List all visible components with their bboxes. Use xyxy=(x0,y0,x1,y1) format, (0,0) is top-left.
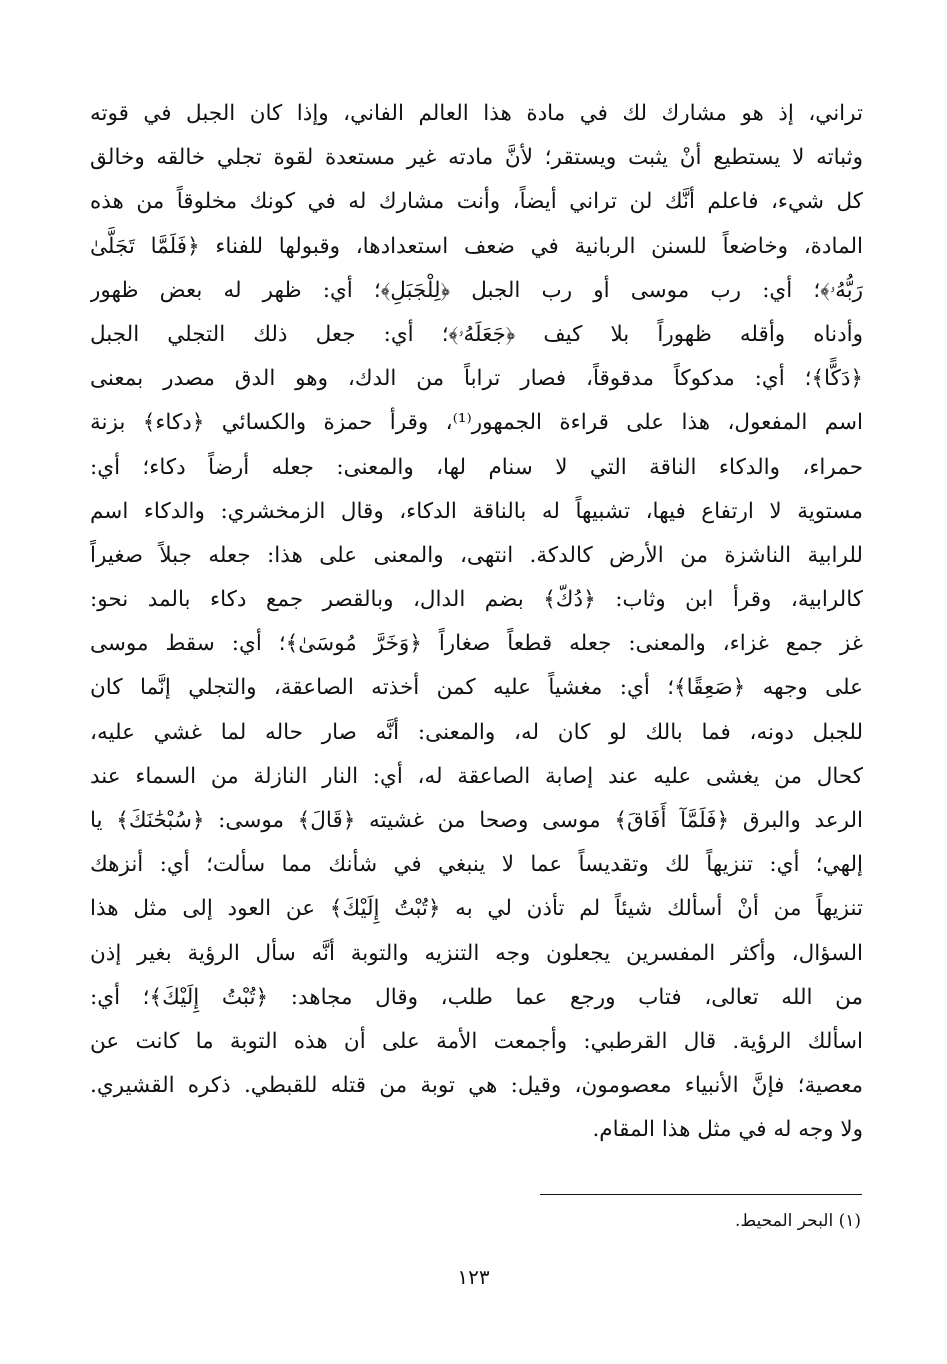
text-line: الرعد والبرق ﴿فَلَمَّآ أَفَاقَ﴾ موسى وصحا من غشيته ﴿قَالَ﴾ موسى: ﴿سُبْحَٰنَكَ﴾ يا xyxy=(90,808,863,833)
text-line: حمراء، والدكاء الناقة التي لا سنام لها، والمعنى: جعله أرضاً دكاء؛ أي: xyxy=(90,454,863,480)
text-line: اسم المفعول، هذا على قراءة الجمهور⁽¹⁾، وقرأ حمزة والكسائي ﴿دكاء﴾ بزنة xyxy=(90,410,863,436)
text-line: المادة، وخاضعاً للسنن الربانية في ضعف استعدادها، وقبولها للفناء ﴿فَلَمَّا تَجَلَّىٰ xyxy=(90,233,863,259)
text-line: وأدناه وأقله ظهوراً بلا كيف ﴿جَعَلَهُۥ﴾؛ أي: جعل ذلك التجلي الجبل xyxy=(90,321,863,347)
text-line: على وجهه ﴿صَعِقًا﴾؛ أي: مغشياً عليه كمن أخذته الصاعقة، والتجلي إنَّما كان xyxy=(90,675,863,701)
text-line: كالرابية، وقرأ ابن وثاب: ﴿دُكّ﴾ بضم الدال، وبالقصر جمع دكاء بالمد نحو: xyxy=(90,587,863,613)
text-line: معصية؛ فإنَّ الأنبياء معصومون، وقيل: هي توبة من قتله للقبطي. ذكره القشيري. xyxy=(90,1073,863,1099)
text-line: للرابية الناشزة من الأرض كالدكة. انتهى، والمعنى على هذا: جعله جبلاً صغيراً xyxy=(90,542,863,568)
body-text xyxy=(90,92,863,1153)
text-line: رَبُّهُۥ﴾؛ أي: رب موسى أو رب الجبل ﴿لِلْجَبَلِ﴾؛ أي: ظهر له بعض ظهور xyxy=(90,277,863,303)
text-line: مستوية لا ارتفاع فيها، تشبيهاً له بالناقة الدكاء، وقال الزمخشري: والدكاء اسم xyxy=(90,498,863,524)
page-number: ١٢٣ xyxy=(457,1265,490,1289)
text-line: اسألك الرؤية. قال القرطبي: وأجمعت الأمة على أن هذه التوبة ما كانت عن xyxy=(90,1028,863,1054)
text-line: تراني، إذ هو مشارك لك في مادة هذا العالم الفاني، وإذا كان الجبل في قوته xyxy=(90,101,863,126)
text-line: من الله تعالى، فتاب ورجع عما طلب، وقال مجاهد: ﴿تُبْتُ إِلَيْكَ﴾؛ أي: xyxy=(90,984,863,1010)
text-line: للجبل دونه، فما بالك لو كان له، والمعنى: أنَّه صار حاله لما غشي عليه، xyxy=(90,719,863,745)
text-line: تنزيهاً من أنْ أسألك شيئاً لم تأذن لي به ﴿تُبْتُ إِلَيْكَ﴾ عن العود إلى مثل هذا xyxy=(90,896,863,922)
text-line: وثباته لا يستطيع أنْ يثبت ويستقر؛ لأنَّ مادته غير مستعدة لقوة تجلي خالقه وخالق xyxy=(90,145,863,171)
footnote-divider xyxy=(540,1194,862,1195)
text-line: كل شيء، فاعلم أنَّك لن تراني أيضاً، وأنت مشارك له في كونك مخلوقاً من هذه xyxy=(90,189,863,215)
footnote: (١) البحر المحيط. xyxy=(735,1211,861,1231)
text-line: إلهي؛ أي: تنزيهاً لك وتقديساً عما لا ينبغي في شأنك مما سألت؛ أي: أنزهك xyxy=(90,852,863,878)
text-line: غز جمع غزاء، والمعنى: جعله قطعاً صغاراً ﴿وَخَرَّ مُوسَىٰ﴾؛ أي: سقط موسى xyxy=(90,631,863,657)
text-line: ولا وجه له في مثل هذا المقام. xyxy=(592,1117,863,1143)
text-line: كحال من يغشى عليه عند إصابة الصاعقة له، أي: النار النازلة من السماء عند xyxy=(90,763,863,789)
text-line: ﴿دَكًّا﴾؛ أي: مدكوكاً مدقوقاً، فصار تراباً من الدك، وهو الدق مصدر بمعنى xyxy=(90,366,863,392)
text-line: السؤال، وأكثر المفسرين يجعلون وجه التنزيه والتوبة أنَّه سأل الرؤية بغير إذن xyxy=(90,940,863,966)
